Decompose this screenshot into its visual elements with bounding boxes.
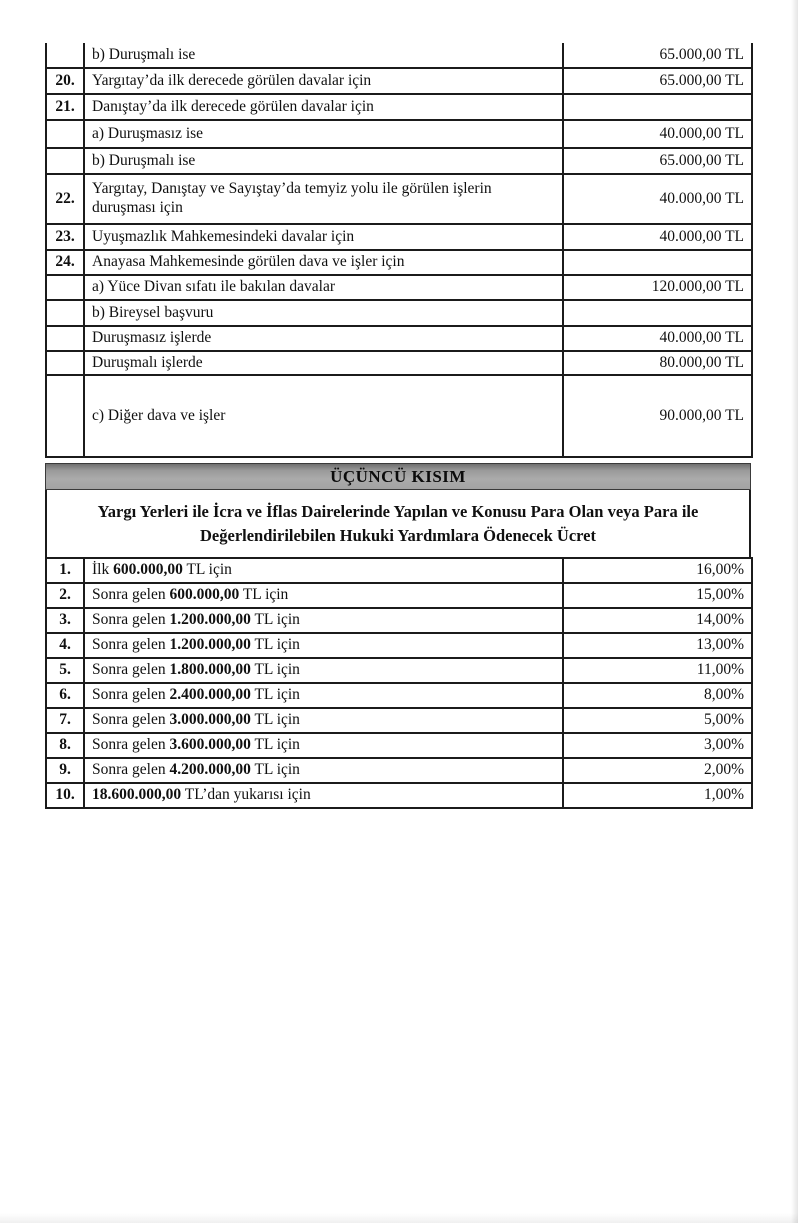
row-amount: 90.000,00 TL	[563, 375, 752, 457]
table-row	[46, 275, 752, 300]
row-number	[46, 148, 84, 174]
table-row	[46, 558, 752, 583]
row-amount: 5,00%	[563, 708, 752, 733]
row-amount: 8,00%	[563, 683, 752, 708]
row-description: Danıştay’da ilk derecede görülen davalar için	[84, 94, 563, 120]
row-number	[46, 275, 84, 300]
row-number	[46, 120, 84, 148]
row-description: b) Bireysel başvuru	[84, 300, 563, 326]
row-number	[46, 351, 84, 375]
row-description: Yargıtay’da ilk derecede görülen davalar için	[84, 68, 563, 94]
row-number: 3.	[46, 608, 84, 633]
row-amount	[563, 94, 752, 120]
row-description: Sonra gelen 4.200.000,00 TL için	[84, 758, 563, 783]
row-amount	[563, 300, 752, 326]
row-amount: 16,00%	[563, 558, 752, 583]
row-number: 8.	[46, 733, 84, 758]
table-row	[46, 94, 752, 120]
row-description: c) Diğer dava ve işler	[84, 375, 563, 457]
table-row	[46, 326, 752, 351]
table-row	[46, 608, 752, 633]
table-row	[46, 43, 752, 68]
row-amount	[563, 250, 752, 275]
row-description: Sonra gelen 3.600.000,00 TL için	[84, 733, 563, 758]
table-row	[46, 351, 752, 375]
row-number: 5.	[46, 658, 84, 683]
row-description: İlk 600.000,00 TL için	[84, 558, 563, 583]
table-row	[46, 68, 752, 94]
table-row	[46, 633, 752, 658]
row-description: a) Duruşmasız ise	[84, 120, 563, 148]
row-description: a) Yüce Divan sıfatı ile bakılan davalar	[84, 275, 563, 300]
row-amount: 80.000,00 TL	[563, 351, 752, 375]
row-description: Sonra gelen 1.800.000,00 TL için	[84, 658, 563, 683]
row-number: 20.	[46, 68, 84, 94]
row-number: 2.	[46, 583, 84, 608]
row-description: Duruşmalı işlerde	[84, 351, 563, 375]
upper-fee-table	[45, 43, 753, 458]
row-amount: 40.000,00 TL	[563, 224, 752, 250]
section-title-text: Yargı Yerleri ile İcra ve İflas Dairelerinde Yapılan ve Konusu Para Olan veya Para ile Değerlendirilebilen Hukuki Yardımlara Ödenecek Ücret	[97, 502, 699, 545]
row-description: Sonra gelen 1.200.000,00 TL için	[84, 608, 563, 633]
row-description: Sonra gelen 600.000,00 TL için	[84, 583, 563, 608]
table-row	[46, 120, 752, 148]
row-number: 24.	[46, 250, 84, 275]
row-description: Uyuşmazlık Mahkemesindeki davalar için	[84, 224, 563, 250]
row-number: 1.	[46, 558, 84, 583]
table-row	[46, 758, 752, 783]
table-row	[46, 300, 752, 326]
row-number	[46, 300, 84, 326]
section-title	[45, 490, 751, 557]
section-kisim-heading	[45, 463, 751, 490]
section-kisim-heading-text: ÜÇÜNCÜ KISIM	[330, 466, 466, 486]
row-number: 9.	[46, 758, 84, 783]
row-amount: 40.000,00 TL	[563, 120, 752, 148]
row-amount: 3,00%	[563, 733, 752, 758]
row-description: b) Duruşmalı ise	[84, 43, 563, 68]
row-number	[46, 43, 84, 68]
row-number	[46, 375, 84, 457]
table-row	[46, 783, 752, 808]
row-amount: 65.000,00 TL	[563, 43, 752, 68]
row-description: b) Duruşmalı ise	[84, 148, 563, 174]
scan-edge-bottom	[0, 1213, 798, 1223]
row-description: Sonra gelen 3.000.000,00 TL için	[84, 708, 563, 733]
table-row	[46, 250, 752, 275]
scan-edge-right	[791, 0, 798, 1223]
table-row	[46, 375, 752, 457]
row-number: 6.	[46, 683, 84, 708]
table-row	[46, 148, 752, 174]
table-row	[46, 683, 752, 708]
row-description: Duruşmasız işlerde	[84, 326, 563, 351]
row-amount: 15,00%	[563, 583, 752, 608]
row-number: 10.	[46, 783, 84, 808]
row-number: 4.	[46, 633, 84, 658]
table-row	[46, 224, 752, 250]
row-description: Sonra gelen 2.400.000,00 TL için	[84, 683, 563, 708]
row-description: 18.600.000,00 TL’dan yukarısı için	[84, 783, 563, 808]
row-amount: 40.000,00 TL	[563, 326, 752, 351]
row-number: 22.	[46, 174, 84, 224]
row-description: Sonra gelen 1.200.000,00 TL için	[84, 633, 563, 658]
row-amount: 40.000,00 TL	[563, 174, 752, 224]
row-number: 7.	[46, 708, 84, 733]
row-description: Anayasa Mahkemesinde görülen dava ve işler için	[84, 250, 563, 275]
table-row	[46, 708, 752, 733]
row-amount: 65.000,00 TL	[563, 148, 752, 174]
row-number	[46, 326, 84, 351]
row-amount: 2,00%	[563, 758, 752, 783]
lower-fee-table	[45, 557, 753, 809]
row-amount: 120.000,00 TL	[563, 275, 752, 300]
row-amount: 1,00%	[563, 783, 752, 808]
table-row	[46, 658, 752, 683]
table-row	[46, 733, 752, 758]
row-number: 23.	[46, 224, 84, 250]
tariff-sheet	[45, 43, 751, 809]
row-amount: 11,00%	[563, 658, 752, 683]
table-row	[46, 174, 752, 224]
table-row	[46, 583, 752, 608]
row-number: 21.	[46, 94, 84, 120]
row-amount: 14,00%	[563, 608, 752, 633]
row-amount: 65.000,00 TL	[563, 68, 752, 94]
row-description: Yargıtay, Danıştay ve Sayıştay’da temyiz yolu ile görülen işlerin duruşması için	[84, 174, 563, 224]
row-amount: 13,00%	[563, 633, 752, 658]
